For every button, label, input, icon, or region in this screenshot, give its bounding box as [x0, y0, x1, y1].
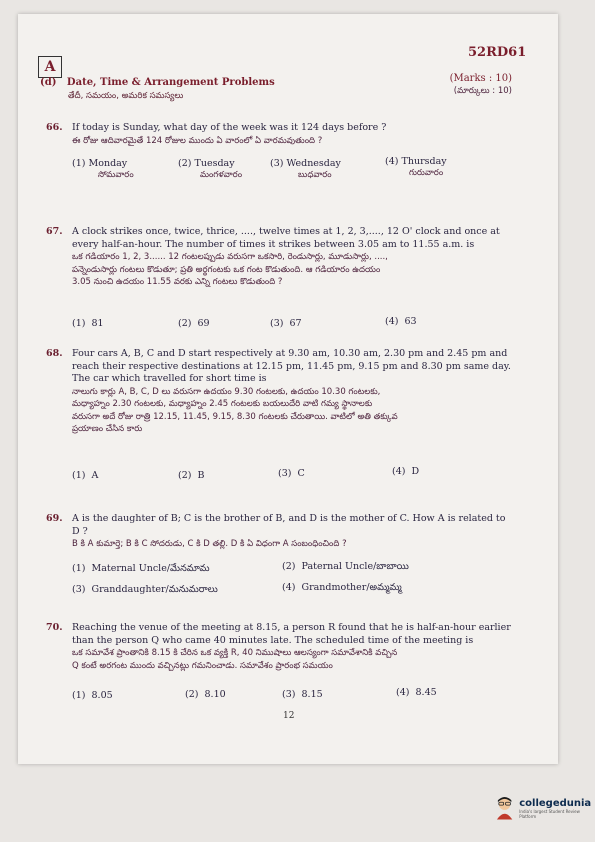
- option-67-3: (3) 67: [270, 318, 302, 329]
- option-69-4: (4) Grandmother/అమ్మమ్మ: [282, 582, 402, 593]
- question-text-en-1: Four cars A, B, C and D start respectively at 9.30 am, 10.30 am, 2.30 pm and 2.45 pm and: [72, 348, 508, 359]
- option-66-4: (4) Thursday గురువారం: [385, 156, 447, 178]
- question-text-te-2: పన్నెండుసార్లు గంటలు కొడుతూ; ప్రతి అర్థగంటకు ఒక గంట కొడుతుంది. ఆ గడియారం ఉదయం: [72, 264, 381, 275]
- question-text-te-1: నాలుగు కార్లు A, B, C, D లు వరుసగా ఉదయం 9.30 గంటలకు, ఉదయం 10.30 గంటలకు,: [72, 386, 381, 397]
- question-number: 69.: [46, 513, 63, 524]
- question-number: 70.: [46, 622, 63, 633]
- section-title-te: తేదీ, సమయం, అమరిక సమస్యలు: [68, 91, 184, 101]
- option-68-4: (4) D: [392, 466, 420, 477]
- question-text-te-1: ఒక గడియారం 1, 2, 3...... 12 గంటలప్పుడు వరుసగా ఒకసారి, రెండుసార్లు, మూడుసార్లు, ....,: [72, 252, 388, 262]
- option-66-3: (3) Wednesday బుధవారం: [270, 158, 341, 180]
- question-number: 66.: [46, 122, 63, 133]
- option-70-3: (3) 8.15: [282, 689, 323, 700]
- option-69-2: (2) Paternal Uncle/బాబాయి: [282, 561, 409, 572]
- question-68: [46, 348, 526, 434]
- option-68-3: (3) C: [278, 468, 305, 479]
- student-avatar-icon: [495, 796, 514, 820]
- question-text-te-2: Q కంటే అరగంట ముందు వచ్చినట్లు గమనించాడు. సమావేశం ప్రారంభ సమయం: [72, 660, 333, 671]
- option-66-2: (2) Tuesday మంగళవారం: [178, 158, 242, 180]
- option-68-1: (1) A: [72, 470, 99, 481]
- question-text-en-3: The car which travelled for short time is: [72, 373, 267, 384]
- question-text-en-1: A is the daughter of B; C is the brother of B, and D is the mother of C. How A is related to: [72, 513, 506, 524]
- question-text-te-3: వరుసగా అదే రోజు రాత్రి 12.15, 11.45, 9.15, 8.30 గంటలకు చేరుతాయి. వాటిలో అతి తక్కువ: [72, 411, 398, 422]
- question-69: [46, 513, 526, 549]
- question-text-en: If today is Sunday, what day of the week was it 124 days before ?: [72, 122, 387, 133]
- section-heading: [40, 76, 275, 103]
- question-text-en-1: A clock strikes once, twice, thrice, ...., twelve times at 1, 2, 3,...., 12 O' clock and once at: [72, 226, 500, 237]
- option-70-1: (1) 8.05: [72, 690, 113, 701]
- question-text-en-2: D ?: [72, 525, 88, 537]
- marks-te: (మార్కులు : 10): [453, 86, 512, 96]
- question-text-te: ఈ రోజు ఆదివారమైతే 124 రోజుల ముందు ఏ వారంలో ఏ వారమవుతుంది ?: [72, 135, 323, 146]
- marks-en: (Marks : 10): [449, 73, 512, 84]
- option-66-1: (1) Monday సోమవారం: [72, 158, 134, 180]
- section-letter-box: A: [38, 56, 62, 78]
- question-66: [46, 122, 526, 146]
- question-text-en-2: than the person Q who came 40 minutes late. The scheduled time of the meeting is: [72, 634, 474, 646]
- question-text-te-4: ప్రయాణం చేసిన కారు: [72, 424, 143, 434]
- question-text-te-3: 3.05 నుంచి ఉదయం 11.55 వరకు ఎన్ని గంటలు కొడుతుంది ?: [72, 277, 283, 287]
- question-text-en-2: reach their respective destinations at 12.15 pm, 11.45 pm, 9.15 pm and 8.30 pm same day.: [72, 360, 511, 372]
- option-67-2: (2) 69: [178, 318, 210, 329]
- option-69-1: (1) Maternal Uncle/మేనమామ: [72, 563, 210, 574]
- option-67-1: (1) 81: [72, 318, 104, 329]
- option-70-2: (2) 8.10: [185, 689, 226, 700]
- option-69-3: (3) Granddaughter/మనుమరాలు: [72, 584, 218, 595]
- marks-block: [440, 72, 512, 98]
- logo-name: collegedunia: [519, 797, 592, 809]
- question-text-te: B కి A కుమార్తె; B కి C సోదరుడు, C కి D తల్లి. D కి ఏ విధంగా A సంబంధించింది ?: [72, 539, 347, 549]
- section-label: (d): [40, 77, 57, 88]
- collegedunia-logo[interactable]: [495, 796, 595, 820]
- question-number: 68.: [46, 348, 63, 359]
- option-67-4: (4) 63: [385, 316, 417, 327]
- question-text-te-2: మధ్యాహ్నం 2.30 గంటలకు, మధ్యాహ్నం 2.45 గంటలకు బయలుదేరి వాటి గమ్య స్థానాలకు: [72, 399, 373, 409]
- question-67: [46, 226, 526, 287]
- option-68-2: (2) B: [178, 470, 205, 481]
- question-number: 67.: [46, 226, 63, 237]
- question-text-en-2: every half-an-hour. The number of times it strikes between 3.05 am to 11.55 a.m. is: [72, 238, 475, 250]
- option-70-4: (4) 8.45: [396, 687, 437, 698]
- question-70: [46, 622, 526, 671]
- section-title-en: Date, Time & Arrangement Problems: [66, 77, 275, 88]
- logo-tagline: India's largest Student Review Platform: [519, 808, 580, 819]
- page-number: 12: [283, 711, 295, 721]
- question-text-en-1: Reaching the venue of the meeting at 8.15, a person R found that he is half-an-hour earlier: [72, 622, 511, 633]
- question-text-te-1: ఒక సమావేశ ప్రాంతానికి 8.15 కి చేరిన ఒక వ్యక్తి R, 40 నిముషాలు ఆలస్యంగా సమావేశానికి వచ్చిన: [72, 648, 398, 658]
- paper-code: 52RD61: [468, 45, 527, 60]
- logo-text-block: [519, 798, 595, 819]
